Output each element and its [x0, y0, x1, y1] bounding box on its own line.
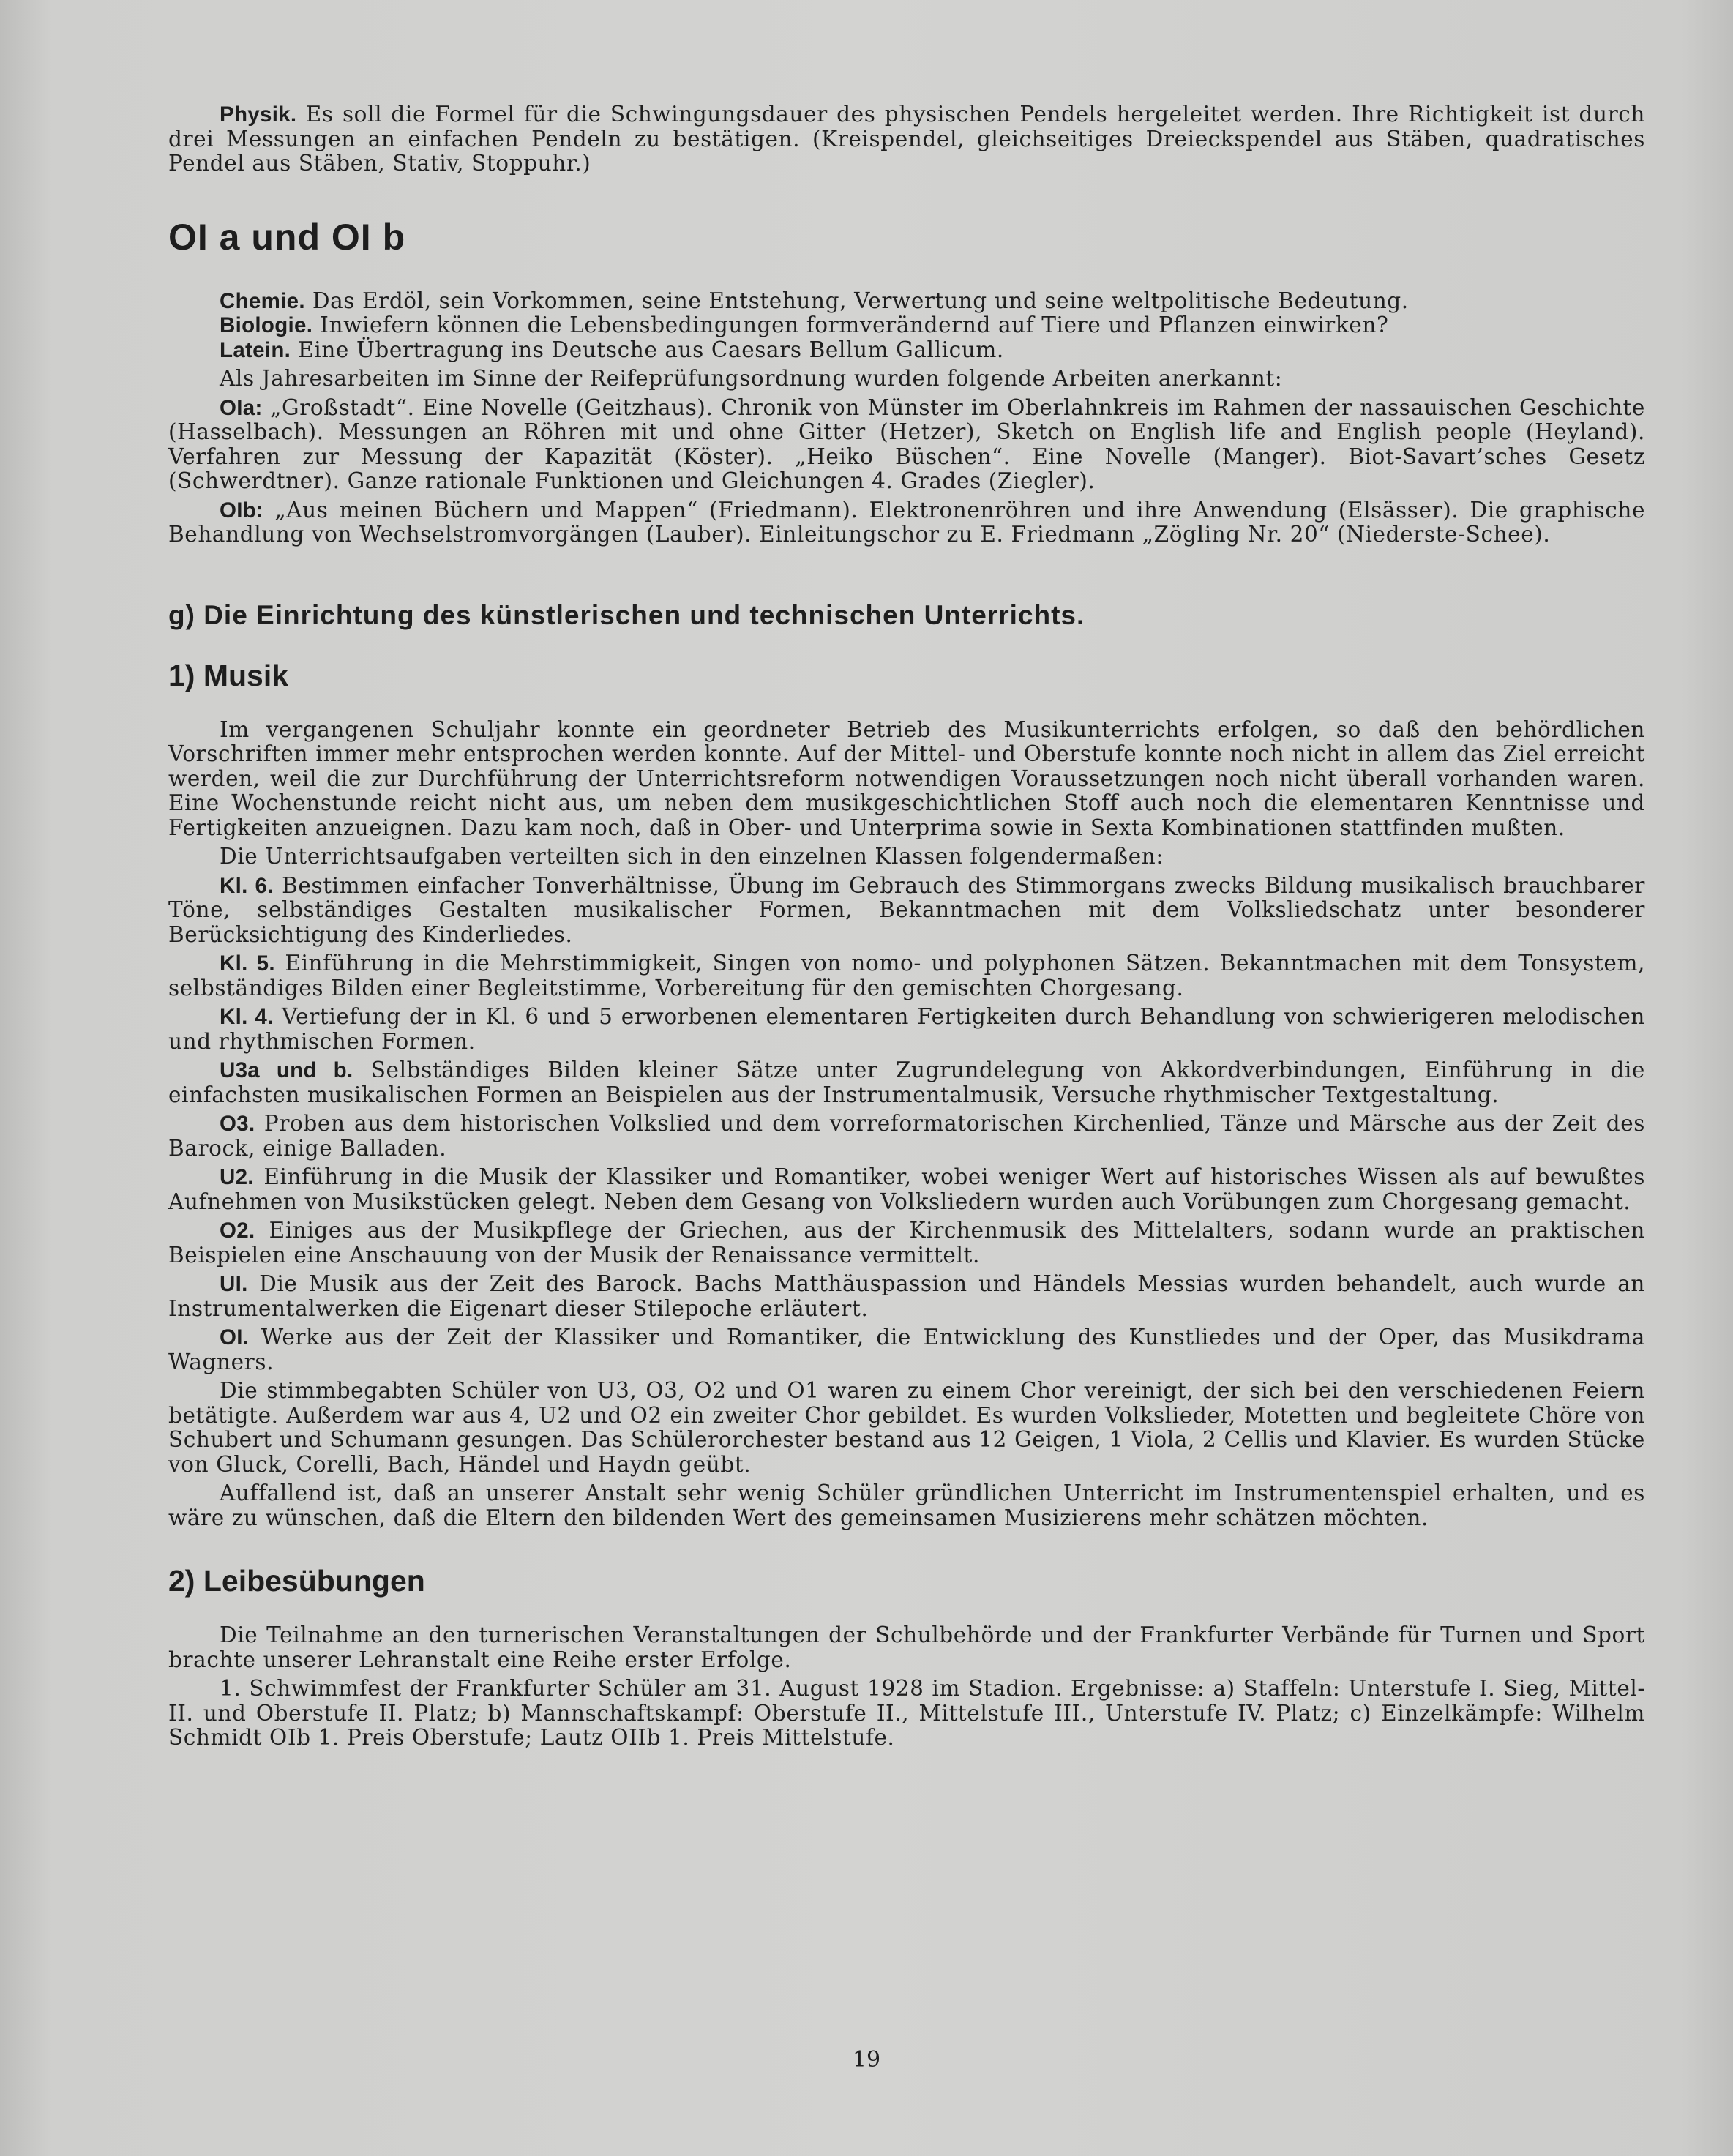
class-text: Einführung in die Mehrstimmigkeit, Singen von nomo- und polyphonen Sätzen. Bekanntmachen mit dem Tonsystem, selbständiges Bilden einer Begleitstimme, Vorbereitung für den gemischten Chorgesang. — [168, 951, 1645, 1000]
musik-heading: 1) Musik — [168, 658, 289, 692]
class-item — [168, 1005, 1645, 1054]
class-label: U3a und b. — [220, 1058, 353, 1082]
musik-chor: Die stimmbegabten Schüler von U3, O3, O2 und O1 waren zu einem Chor vereinigt, der sich bei den verschiedenen Feiern betätigte. Außerdem war aus 4, U2 und O2 ein zweiter Chor gebildet. Es wurden Volkslieder, Motetten und begleitete Chöre von Schubert und Schumann gesungen. Das Schülerorchester bestand aus 12 Geigen, 1 Viola, 2 Cellis und Klavier. Es wurden Stücke von Gluck, Corelli, Bach, Händel und Haydn geübt. — [168, 1378, 1645, 1477]
class-label: O2. — [220, 1219, 255, 1243]
leibes-item-1: 1. Schwimmfest der Frankfurter Schüler am 31. August 1928 im Stadion. Ergebnisse: a) Staffeln: Unterstufe I. Sieg, Mittel- II. und Oberstufe II. Platz; b) Mannschaftskampf: Oberstufe II., Mittelstufe III., Unterstufe IV. Platz; c) Einzelkämpfe: Wilhelm Schmidt OIb 1. Preis Oberstufe; Lautz OIIb 1. Preis Mittelstufe. — [168, 1676, 1645, 1750]
oib-label: OIb: — [220, 498, 264, 523]
chemie-paragraph — [220, 289, 1645, 314]
latein-paragraph — [220, 338, 1645, 363]
chemie-text: Das Erdöl, sein Vorkommen, seine Entstehung, Verwertung und seine weltpolitische Bedeutung. — [304, 288, 1409, 313]
class-label: Kl. 6. — [220, 873, 274, 898]
latein-text: Eine Übertragung ins Deutsche aus Caesars Bellum Gallicum. — [291, 337, 1004, 362]
musik-auffallend: Auffallend ist, daß an unserer Anstalt sehr wenig Schüler gründlichen Unterricht im Instrumentenspiel erhalten, und es wäre zu wünschen, daß die Eltern den bildenden Wert des gemeinsamen Musizierens mehr schätzen möchten. — [168, 1481, 1645, 1530]
physik-label: Physik. — [220, 102, 297, 127]
biologie-text: Inwiefern können die Lebensbedingungen formverändernd auf Tiere und Pflanzen einwirken? — [312, 312, 1389, 337]
physik-text: Es soll die Formel für die Schwingungsdauer des physischen Pendels hergeleitet werden. Ihre Richtigkeit ist durch drei Messungen an einfachen Pendeln zu bestätigen. (Kreispendel, gleichseitiges Dreieckspendel aus Stäben, quadratisches Pendel aus Stäben, Stativ, Stoppuhr.) — [168, 102, 1645, 176]
musik-intro: Im vergangenen Schuljahr konnte ein geordneter Betrieb des Musikunterrichts erfolgen, so daß den behördlichen Vorschriften immer mehr entsprochen werden konnte. Auf der Mittel- und Oberstufe konnte noch nicht in allem das Ziel erreicht werden, weil die zur Durchführung der Unterrichtsreform notwendigen Voraussetzungen noch nicht überall vorhanden waren. Eine Wochenstunde reicht nicht aus, um neben dem musikgeschichtlichen Stoff auch noch die elementaren Kenntnisse und Fertigkeiten anzueignen. Dazu kam noch, daß in Ober- und Unterprima sowie in Sexta Kombinationen stattfinden mußten. — [168, 716, 1645, 840]
class-text: Werke aus der Zeit der Klassiker und Romantiker, die Entwicklung des Kunstliedes und der Oper, das Musikdrama Wagners. — [168, 1325, 1645, 1374]
physik-paragraph — [168, 102, 1645, 176]
biologie-paragraph — [220, 313, 1645, 338]
class-item — [168, 1165, 1645, 1214]
chemie-label: Chemie. — [220, 288, 305, 313]
jahresarbeiten-paragraph: Als Jahresarbeiten im Sinne der Reifeprüfungsordnung wurden folgende Arbeiten anerkannt: — [220, 366, 1283, 391]
class-text: Einführung in die Musik der Klassiker und Romantiker, wobei weniger Wert auf historisches Wissen als auf bewußtes Aufnehmen von Musikstücken gelegt. Neben dem Gesang von Volksliedern wurden auch Vorübungen zum Chorgesang gemacht. — [168, 1164, 1645, 1214]
class-text: Vertiefung der in Kl. 6 und 5 erworbenen elementaren Fertigkeiten durch Behandlung von schwierigeren melodischen und rhythmischen Formen. — [168, 1004, 1645, 1054]
class-text: Proben aus dem historischen Volkslied und dem vorreformatorischen Kirchenlied, Tänze und Märsche aus der Zeit des Barock, einige Balladen. — [168, 1111, 1645, 1161]
page-number: 19 — [852, 2047, 881, 2073]
biologie-label: Biologie. — [220, 313, 313, 337]
oib-paragraph — [168, 498, 1645, 547]
class-label: O3. — [220, 1112, 255, 1136]
oia-paragraph — [168, 396, 1645, 494]
oia-label: OIa: — [220, 395, 263, 420]
class-text: Bestimmen einfacher Tonverhältnisse, Übung im Gebrauch des Stimmorgans zwecks Bildung musikalisch brauchbarer Töne, selbständiges Gestalten musikalischer Formen, Bekanntmachen mit dem Volksliedschatz unter besonderer Berücksichtigung des Kinderliedes. — [168, 872, 1645, 947]
class-label: OI. — [220, 1325, 250, 1350]
class-item — [168, 1272, 1645, 1321]
musik-class-list — [168, 874, 1645, 1375]
latein-label: Latein. — [220, 337, 291, 362]
class-text: Selbständiges Bilden kleiner Sätze unter Zugrundelegung von Akkordverbindungen, Einführung in die einfachsten musikalischen Formen an Beispielen aus der Instrumentalmusik, Versuche rhythmischer Textgestaltung. — [168, 1058, 1645, 1107]
class-item — [168, 1112, 1645, 1161]
class-label: Kl. 5. — [220, 951, 275, 976]
olab-heading: OI a und OI b — [168, 216, 406, 258]
class-item — [168, 1058, 1645, 1107]
chapter-g-heading: g) Die Einrichtung des künstlerischen und technischen Unterrichts. — [168, 599, 1085, 630]
musik-aufgaben: Die Unterrichtsaufgaben verteilten sich in den einzelnen Klassen folgendermaßen: — [220, 844, 1164, 869]
class-label: UI. — [220, 1272, 248, 1296]
class-text: Einiges aus der Musikpflege der Griechen, aus der Kirchenmusik des Mittelalters, sodann wurde an praktischen Beispielen eine Anschauung von der Musik der Renaissance vermittelt. — [168, 1218, 1645, 1268]
class-label: U2. — [220, 1165, 254, 1189]
class-item — [168, 951, 1645, 1000]
oib-text: „Aus meinen Büchern und Mappen“ (Friedmann). Elektronenröhren und ihre Anwendung (Elsässer). Die graphische Behandlung von Wechselstromvorgängen (Lauber). Einleitungschor zu E. Friedmann „Zögling Nr. 20“ (Niederste-Schee). — [168, 497, 1645, 547]
class-item — [168, 1219, 1645, 1268]
class-text: Die Musik aus der Zeit des Barock. Bachs Matthäuspassion und Händels Messias wurden behandelt, auch wurde an Instrumentalwerken die Eigenart dieser Stilepoche erläutert. — [168, 1271, 1645, 1321]
class-item — [168, 1325, 1645, 1374]
leibes-heading: 2) Leibesübungen — [168, 1564, 425, 1598]
oia-text: „Großstadt“. Eine Novelle (Geitzhaus). Chronik von Münster im Oberlahnkreis im Rahmen der nassauischen Geschichte (Hasselbach). Messungen an Röhren mit und ohne Gitter (Hetzer), Sketch on English life and English people (Heyland). Verfahren zur Messung der Kapazität (Köster). „Heiko Büschen“. Eine Novelle (Manger). Biot-Savart’sches Gesetz (Schwerdtner). Ganze rationale Funktionen und Gleichungen 4. Grades (Ziegler). — [168, 394, 1645, 493]
leibes-intro: Die Teilnahme an den turnerischen Veranstaltungen der Schulbehörde und der Frankfurter Verbände für Turnen und Sport brachte unserer Lehranstalt eine Reihe erster Erfolge. — [168, 1622, 1645, 1672]
class-item — [168, 874, 1645, 948]
class-label: Kl. 4. — [220, 1005, 274, 1029]
